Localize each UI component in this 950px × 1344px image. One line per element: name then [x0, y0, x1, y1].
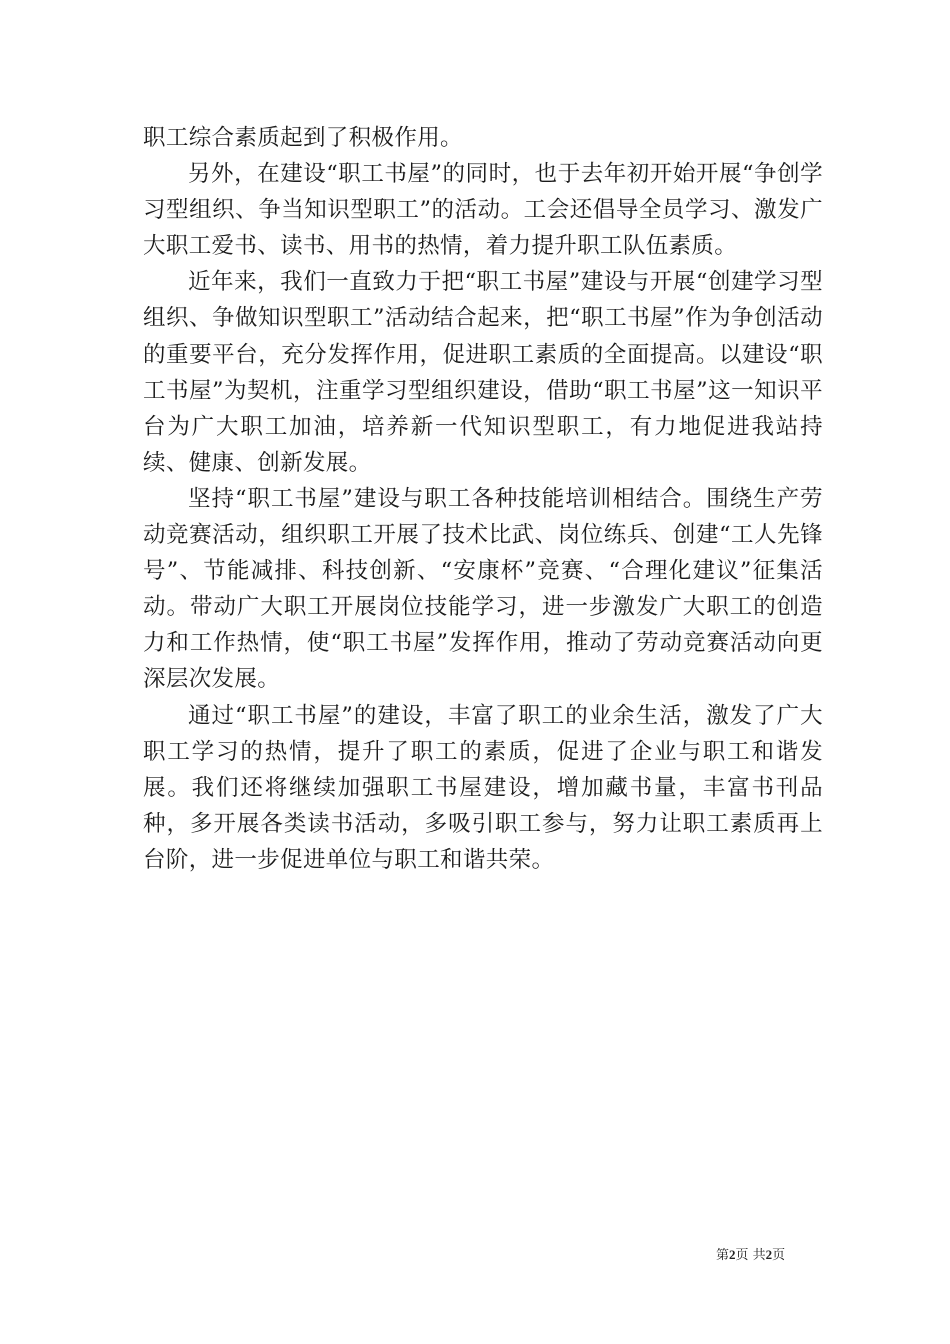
current-page-number: 2	[729, 1247, 736, 1262]
paragraph-5: 通过“职工书屋”的建设，丰富了职工的业余生活，激发了广大职工学习的热情，提升了职工的素质，促进了企业与职工和谐发展。我们还将继续加强职工书屋建设，增加藏书量，丰富书刊品种，多开展各类读书活动，多吸引职工参与，努力让职工素质再上台阶，进一步促进单位与职工和谐共荣。	[143, 702, 823, 873]
document-body	[143, 120, 823, 878]
paragraph-3: 近年来，我们一直致力于把“职工书屋”建设与开展“创建学习型组织、争做知识型职工”活动结合起来，把“职工书屋”作为争创活动的重要平台，充分发挥作用，促进职工素质的全面提高。以建设“职工书屋”为契机，注重学习型组织建设，借助“职工书屋”这一知识平台为广大职工加油，培养新一代知识型职工，有力地促进我站持续、健康、创新发展。	[143, 269, 823, 476]
paragraph-1: 职工综合素质起到了积极作用。	[143, 125, 463, 151]
total-page-number: 2	[765, 1247, 773, 1262]
paragraph-4: 坚持“职工书屋”建设与职工各种技能培训相结合。围绕生产劳动竞赛活动，组织职工开展了技术比武、岗位练兵、创建“工人先锋号”、节能减排、科技创新、“安康杯”竞赛、“合理化建议”征集活动。带动广大职工开展岗位技能学习，进一步激发广大职工的创造力和工作热情，使“职工书屋”发挥作用，推动了劳动竞赛活动向更深层次发展。	[143, 485, 823, 693]
footer-suffix: 页	[772, 1248, 786, 1263]
paragraph-2: 另外，在建设“职工书屋”的同时，也于去年初开始开展“争创学习型组织、争当知识型职工”的活动。工会还倡导全员学习、激发广大职工爱书、读书、用书的热情，着力提升职工队伍素质。	[143, 161, 823, 260]
footer-prefix: 第	[716, 1248, 730, 1263]
footer-middle: 页 共	[735, 1248, 766, 1263]
page-number-footer	[716, 1246, 785, 1265]
